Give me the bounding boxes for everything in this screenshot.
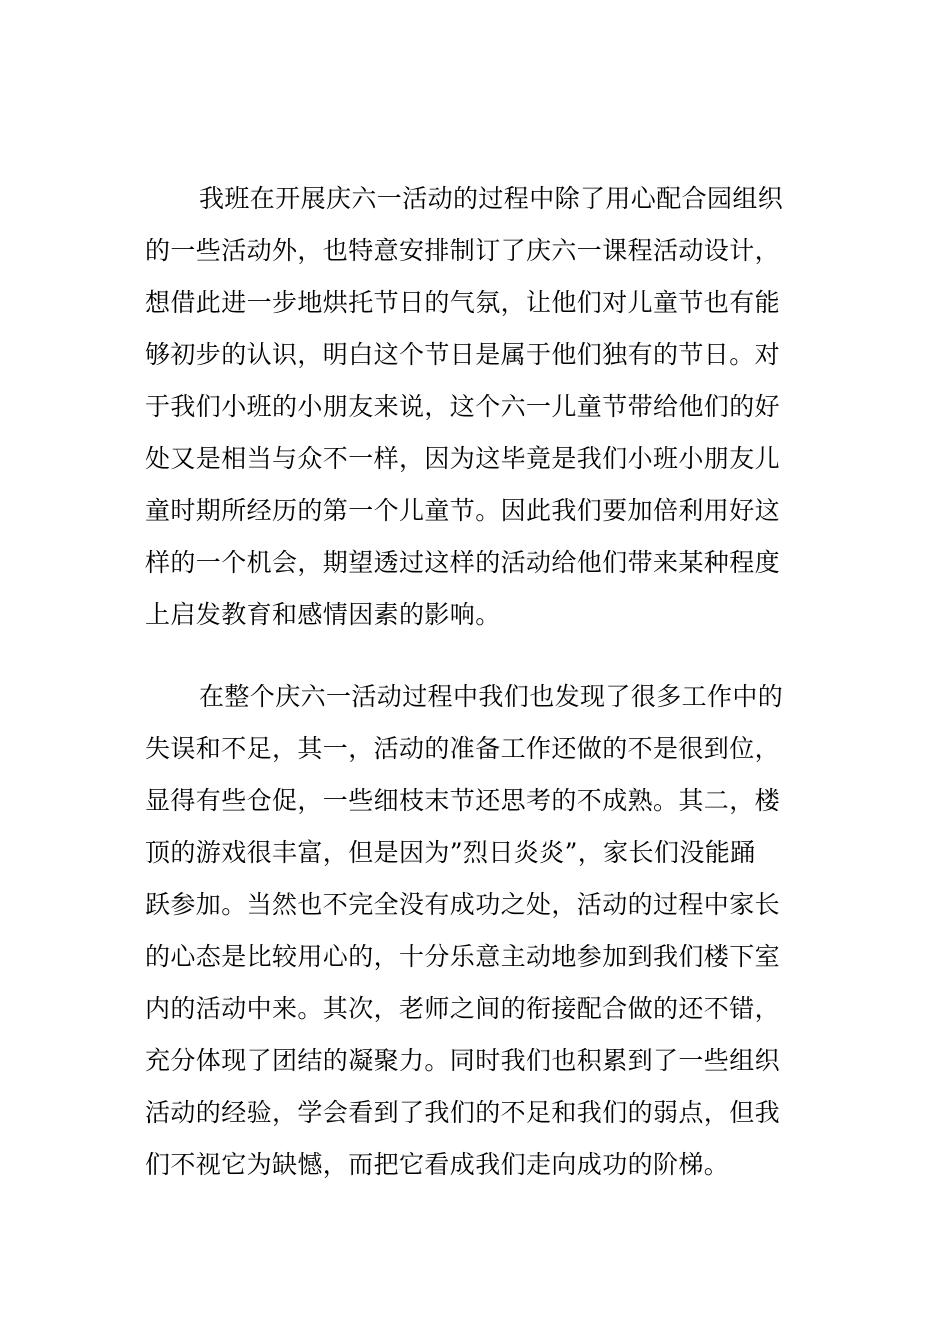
paragraph-line: 们不视它为缺憾，而把它看成我们走向成功的阶梯。	[145, 1150, 730, 1179]
paragraph-2	[145, 671, 807, 1191]
paragraph-line: 样的一个机会，期望透过这样的活动给他们带来某种程度	[145, 548, 781, 577]
paragraph-line: 想借此进一步地烘托节日的气氛，让他们对儿童节也有能	[145, 288, 781, 317]
paragraph-line: 显得有些仓促，一些细枝末节还思考的不成熟。其二，楼	[145, 786, 781, 815]
paragraph-line: 在整个庆六一活动过程中我们也发现了很多工作中的	[199, 682, 784, 711]
paragraph-line: 上启发教育和感情因素的影响。	[145, 600, 501, 629]
paragraph-line: 失误和不足，其一，活动的准备工作还做的不是很到位，	[145, 734, 781, 763]
paragraph-line: 童时期所经历的第一个儿童节。因此我们要加倍利用好这	[145, 496, 781, 525]
paragraph-line: 的一些活动外，也特意安排制订了庆六一课程活动设计，	[145, 236, 781, 265]
paragraph-line: 跃参加。当然也不完全没有成功之处，活动的过程中家长	[145, 890, 781, 919]
paragraph-line: 顶的游戏很丰富，但是因为”烈日炎炎”，家长们没能踊	[145, 838, 756, 867]
paragraph-line: 的心态是比较用心的，十分乐意主动地参加到我们楼下室	[145, 942, 781, 971]
paragraph-line: 够初步的认识，明白这个节日是属于他们独有的节日。对	[145, 340, 781, 369]
paragraph-line: 我班在开展庆六一活动的过程中除了用心配合园组织	[199, 184, 784, 213]
paragraph-line: 内的活动中来。其次，老师之间的衔接配合做的还不错，	[145, 994, 781, 1023]
paragraph-line: 处又是相当与众不一样，因为这毕竟是我们小班小朋友儿	[145, 444, 781, 473]
paragraph-line: 于我们小班的小朋友来说，这个六一儿童节带给他们的好	[145, 392, 781, 421]
paragraph-line: 活动的经验，学会看到了我们的不足和我们的弱点，但我	[145, 1098, 781, 1127]
paragraph-line: 充分体现了团结的凝聚力。同时我们也积累到了一些组织	[145, 1046, 781, 1075]
paragraph-1	[145, 173, 807, 641]
